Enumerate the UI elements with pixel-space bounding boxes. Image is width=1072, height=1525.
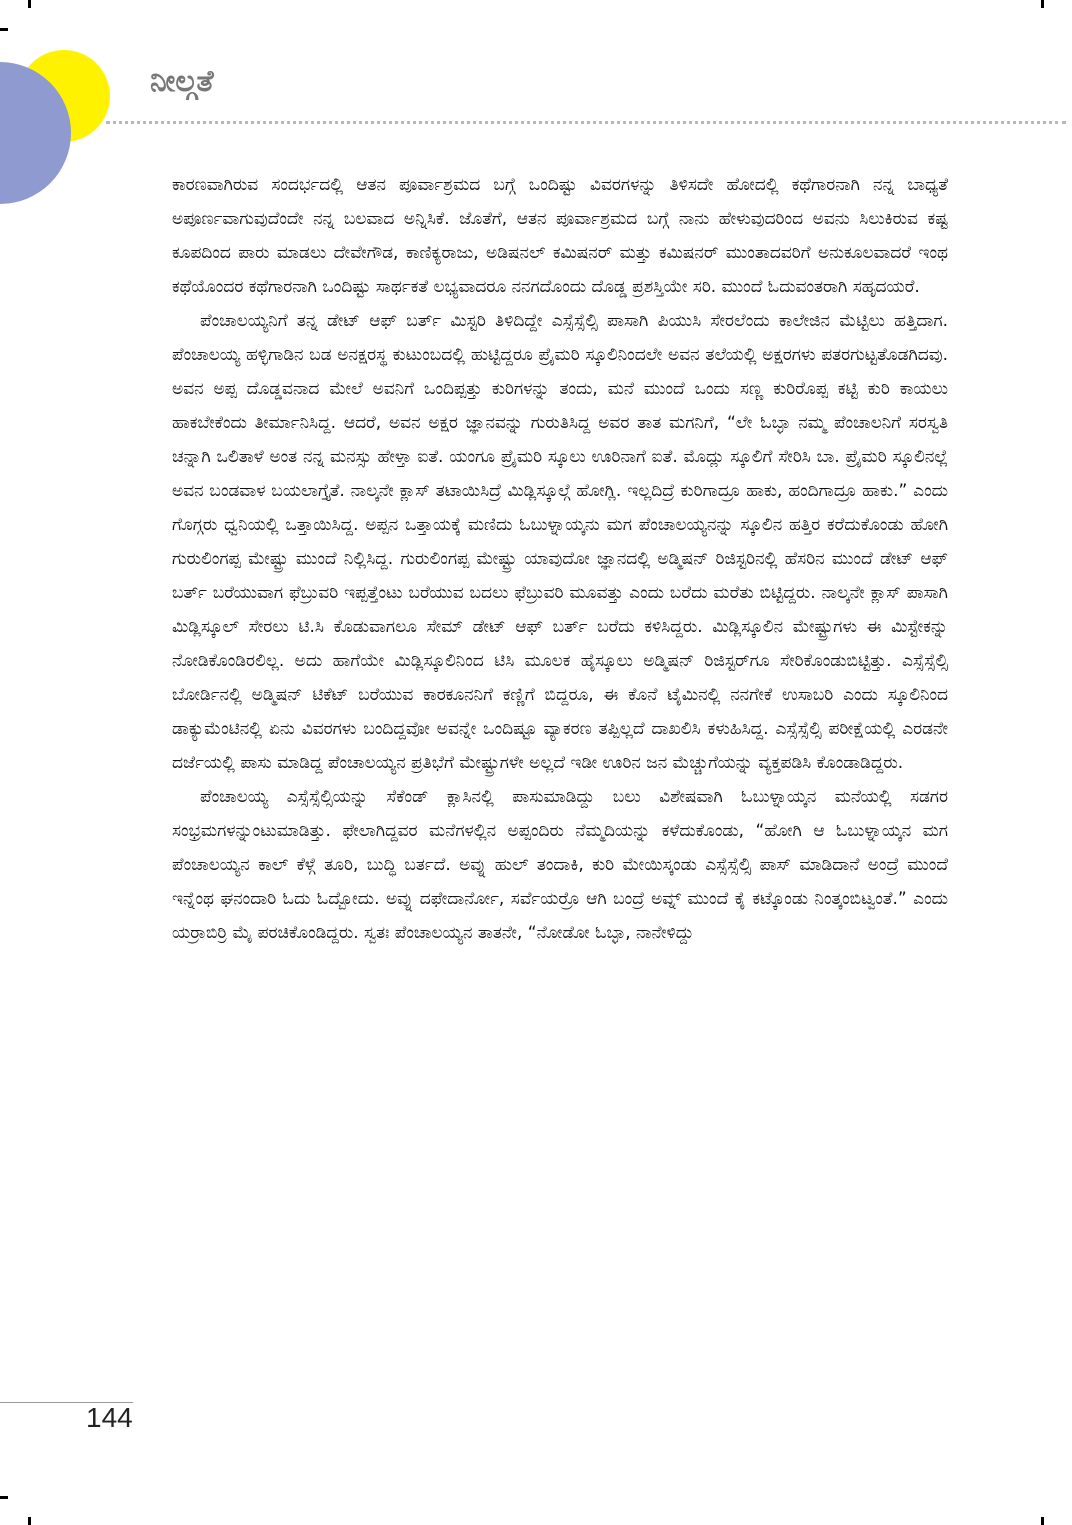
crop-mark-left-lower bbox=[0, 1496, 8, 1499]
crop-mark-top-right bbox=[1041, 0, 1044, 8]
paragraph-1: ಕಾರಣವಾಗಿರುವ ಸಂದರ್ಭದಲ್ಲಿ ಆತನ ಪೂರ್ವಾಶ್ರಮದ ಬಗ್ಗೆ ಒಂದಿಷ್ಟು ವಿವರಗಳನ್ನು ತಿಳಿಸದೇ ಹೋದಲ್ಲಿ ಕಥೆಗಾರನಾಗಿ ನನ್ನ ಬಾಧ್ಯತೆ ಅಪೂರ್ಣವಾಗುವುದೆಂದೇ ನನ್ನ ಬಲವಾದ ಅನ್ನಿಸಿಕೆ. ಜೊತೆಗೆ, ಆತನ ಪೂರ್ವಾಶ್ರಮದ ಬಗ್ಗೆ ನಾನು ಹೇಳುವುದರಿಂದ ಅವನು ಸಿಲುಕಿರುವ ಕಷ್ಟ ಕೂಪದಿಂದ ಪಾರು ಮಾಡಲು ದೇವೇಗೌಡ, ಕಾಣಿಕ್ಯರಾಜು, ಅಡಿಷನಲ್ ಕಮಿಷನರ್ ಮತ್ತು ಕಮಿಷನರ್ ಮುಂತಾದವರಿಗೆ ಅನುಕೂಲವಾದರೆ ಇಂಥ ಕಥೆಯೊಂದರ ಕಥೆಗಾರನಾಗಿ ಒಂದಿಷ್ಟು ಸಾರ್ಥಕತೆ ಲಭ್ಯವಾದರೂ ನನಗದೊಂದು ದೊಡ್ಡ ಪ್ರಶಸ್ತಿಯೇ ಸರಿ. ಮುಂದೆ ಓದುವಂತರಾಗಿ ಸಹೃದಯರೆ. bbox=[172, 175, 948, 297]
running-title: ನೀಲ್ಗತೆ bbox=[150, 64, 214, 99]
crop-mark-bottom-right bbox=[1041, 1517, 1044, 1525]
page-number: 144 bbox=[86, 1402, 133, 1433]
paragraph-2: ಪೆಂಚಾಲಯ್ಯನಿಗೆ ತನ್ನ ಡೇಟ್ ಆಫ್ ಬರ್ತ್ ಮಿಸ್ಟರಿ ತಿಳಿದಿದ್ದೇ ಎಸ್ಸೆಸ್ಸೆಲ್ಸಿ ಪಾಸಾಗಿ ಪಿಯುಸಿ ಸೇರಲೆಂದು ಕಾಲೇಜಿನ ಮೆಟ್ಟಿಲು ಹತ್ತಿದಾಗ. ಪೆಂಚಾಲಯ್ಯ ಹಳ್ಳಿಗಾಡಿನ ಬಡ ಅನಕ್ಷರಸ್ಥ ಕುಟುಂಬದಲ್ಲಿ ಹುಟ್ಟಿದ್ದರೂ ಪ್ರೈಮರಿ ಸ್ಕೂಲಿನಿಂದಲೇ ಅವನ ತಲೆಯಲ್ಲಿ ಅಕ್ಷರಗಳು ಪತರಗುಟ್ಟತೊಡಗಿದವು. ಅವನ ಅಪ್ಪ ದೊಡ್ಡವನಾದ ಮೇಲೆ ಅವನಿಗೆ ಒಂದಿಪ್ಪತ್ತು ಕುರಿಗಳನ್ನು ತಂದು, ಮನೆ ಮುಂದೆ ಒಂದು ಸಣ್ಣ ಕುರಿರೊಪ್ಪ ಕಟ್ಟಿ ಕುರಿ ಕಾಯಲು ಹಾಕಬೇಕೆಂದು ತೀರ್ಮಾನಿಸಿದ್ದ. ಆದರೆ, ಅವನ ಅಕ್ಷರ ಜ್ಞಾನವನ್ನು ಗುರುತಿಸಿದ್ದ ಅವರ ತಾತ ಮಗನಿಗೆ, “ಲೇ ಓಬ್ಳಾ ನಮ್ಮ ಪೆಂಚಾಲನಿಗೆ ಸರಸ್ವತಿ ಚನ್ನಾಗಿ ಒಲಿತಾಳೆ ಅಂತ ನನ್ನ ಮನಸ್ಸು ಹೇಳ್ತಾ ಐತೆ. ಯಂಗೂ ಪ್ರೈಮರಿ ಸ್ಕೂಲು ಊರಿನಾಗೆ ಐತೆ. ಮೊದ್ಲು ಸ್ಕೂಲಿಗೆ ಸೇರಿಸಿ ಬಾ. ಪ್ರೈಮರಿ ಸ್ಕೂಲಿನಲ್ಲೆ ಅವನ ಬಂಡವಾಳ ಬಯಲಾಗ್ತೈತೆ. ನಾಲ್ಕನೇ ಕ್ಲಾಸ್ ತಟಾಯಿಸಿದ್ರೆ ಮಿಡ್ಲಿಸ್ಕೂಲ್ಗೆ ಹೋಗ್ಲಿ. ಇಲ್ಲದಿದ್ರೆ ಕುರಿಗಾದ್ರೂ ಹಾಕು, ಹಂದಿಗಾದ್ರೂ ಹಾಕು.” ಎಂದು ಗೊಗ್ಗರು ಧ್ವನಿಯಲ್ಲಿ ಒತ್ತಾಯಿಸಿದ್ದ. ಅಪ್ಪನ ಒತ್ತಾಯಕ್ಕೆ ಮಣಿದು ಓಬುಳ್ನಾಯ್ಕನು ಮಗ ಪೆಂಚಾಲಯ್ಯನನ್ನು ಸ್ಕೂಲಿನ ಹತ್ತಿರ ಕರೆದುಕೊಂಡು ಹೋಗಿ ಗುರುಲಿಂಗಪ್ಪ ಮೇಷ್ಟ್ರು ಮುಂದೆ ನಿಲ್ಲಿಸಿದ್ದ. ಗುರುಲಿಂಗಪ್ಪ ಮೇಷ್ಟ್ರು ಯಾವುದೋ ಜ್ಞಾನದಲ್ಲಿ ಅಡ್ಮಿಷನ್ ರಿಜಿಸ್ಟರಿನಲ್ಲಿ ಹೆಸರಿನ ಮುಂದೆ ಡೇಟ್ ಆಫ್ ಬರ್ತ್ ಬರೆಯುವಾಗ ಫೆಬ್ರುವರಿ ಇಪ್ಪತ್ತೆಂಟು ಬರೆಯುವ ಬದಲು ಫೆಬ್ರುವರಿ ಮೂವತ್ತು ಎಂದು ಬರೆದು ಮರೆತು ಬಿಟ್ಟಿದ್ದರು. ನಾಲ್ಕನೇ ಕ್ಲಾಸ್ ಪಾಸಾಗಿ ಮಿಡ್ಲಿಸ್ಕೂಲ್ ಸೇರಲು ಟಿ.ಸಿ ಕೊಡುವಾಗಲೂ ಸೇಮ್ ಡೇಟ್ ಆಫ್ ಬರ್ತ್ ಬರೆದು ಕಳಿಸಿದ್ದರು. ಮಿಡ್ಲಿಸ್ಕೂಲಿನ ಮೇಷ್ಟ್ರುಗಳು ಈ ಮಿಸ್ಟೇಕನ್ನು ನೋಡಿಕೊಂಡಿರಲಿಲ್ಲ. ಅದು ಹಾಗೆಯೇ ಮಿಡ್ಲಿಸ್ಕೂಲಿನಿಂದ ಟಿಸಿ ಮೂಲಕ ಹೈಸ್ಕೂಲು ಅಡ್ಮಿಷನ್ ರಿಜಿಸ್ಟರ್‌ಗೂ ಸೇರಿಕೊಂಡುಬಿಟ್ಟಿತ್ತು. ಎಸ್ಸೆಸ್ಸೆಲ್ಸಿ ಬೋರ್ಡಿನಲ್ಲಿ ಅಡ್ಮಿಷನ್ ಟಿಕೆಟ್ ಬರೆಯುವ ಕಾರಕೂನನಿಗೆ ಕಣ್ಣಿಗೆ ಬಿದ್ದರೂ, ಈ ಕೊನೆ ಟೈಮಿನಲ್ಲಿ ನನಗೇಕೆ ಉಸಾಬರಿ ಎಂದು ಸ್ಕೂಲಿನಿಂದ ಡಾಕ್ಯುಮೆಂಟಿನಲ್ಲಿ ಏನು ವಿವರಗಳು ಬಂದಿದ್ದವೋ ಅವನ್ನೇ ಒಂದಿಷ್ಟೂ ವ್ಯಾಕರಣ ತಪ್ಪಿಲ್ಲದೆ ದಾಖಲಿಸಿ ಕಳುಹಿಸಿದ್ದ. ಎಸ್ಸೆಸ್ಸೆಲ್ಸಿ ಪರೀಕ್ಷೆಯಲ್ಲಿ ಎರಡನೇ ದರ್ಜೆಯಲ್ಲಿ ಪಾಸು ಮಾಡಿದ್ದ ಪೆಂಚಾಲಯ್ಯನ ಪ್ರತಿಭೆಗೆ ಮೇಷ್ಟ್ರುಗಳೇ ಅಲ್ಲದೆ ಇಡೀ ಊರಿನ ಜನ ಮೆಚ್ಚುಗೆಯನ್ನು ವ್ಯಕ್ತಪಡಿಸಿ ಕೊಂಡಾಡಿದ್ದರು. bbox=[172, 311, 948, 773]
paragraph-3: ಪೆಂಚಾಲಯ್ಯ ಎಸ್ಸೆಸ್ಸೆಲ್ಸಿಯನ್ನು ಸೆಕೆಂಡ್ ಕ್ಲಾಸಿನಲ್ಲಿ ಪಾಸುಮಾಡಿದ್ದು ಬಲು ವಿಶೇಷವಾಗಿ ಓಬುಳ್ನಾಯ್ಕನ ಮನೆಯಲ್ಲಿ ಸಡಗರ ಸಂಭ್ರಮಗಳನ್ನುಂಟುಮಾಡಿತ್ತು. ಫೇಲಾಗಿದ್ದವರ ಮನೆಗಳಲ್ಲಿನ ಅಪ್ಪಂದಿರು ನೆಮ್ಮದಿಯನ್ನು ಕಳೆದುಕೊಂಡು, “ಹೋಗಿ ಆ ಓಬುಳ್ನಾಯ್ಕನ ಮಗ ಪೆಂಚಾಲಯ್ಯನ ಕಾಲ್ ಕೆಳ್ಗೆ ತೂರಿ, ಬುದ್ಧಿ ಬರ್ತದೆ. ಅವ್ನು ಹುಲ್ ತಂದಾಕಿ, ಕುರಿ ಮೇಯಿಸ್ಕಂಡು ಎಸ್ಸೆಸ್ಸೆಲ್ಸಿ ಪಾಸ್ ಮಾಡಿದಾನೆ ಅಂದ್ರೆ ಮುಂದೆ ಇನ್ನೆಂಥ ಘನಂದಾರಿ ಓದು ಓದ್ಬೋದು. ಅವ್ನು ದಫೇದಾರ್ನೋ, ಸರ್ವೆಯರ್ರೊ ಆಗಿ ಬಂದ್ರೆ ಅವ್ನ್ ಮುಂದೆ ಕೈ ಕಟ್ಕೊಂಡು ನಿಂತ್ಕಂಬಿಟ್ವಂತೆ.” ಎಂದು ಯರ್ರಾಬಿರ್ರಿ ಮೈ ಪರಚಿಕೊಂಡಿದ್ದರು. ಸ್ವತಃ ಪೆಂಚಾಲಯ್ಯನ ತಾತನೇ, “ನೋಡೋ ಓಬ್ಳಾ, ನಾನೇಳಿದ್ದು bbox=[172, 787, 948, 943]
header-dotted-rule bbox=[106, 121, 1066, 124]
crop-mark-left-upper bbox=[0, 28, 8, 31]
crop-mark-top-left bbox=[28, 0, 31, 8]
body-text bbox=[172, 168, 948, 950]
crop-mark-bottom-left bbox=[28, 1517, 31, 1525]
